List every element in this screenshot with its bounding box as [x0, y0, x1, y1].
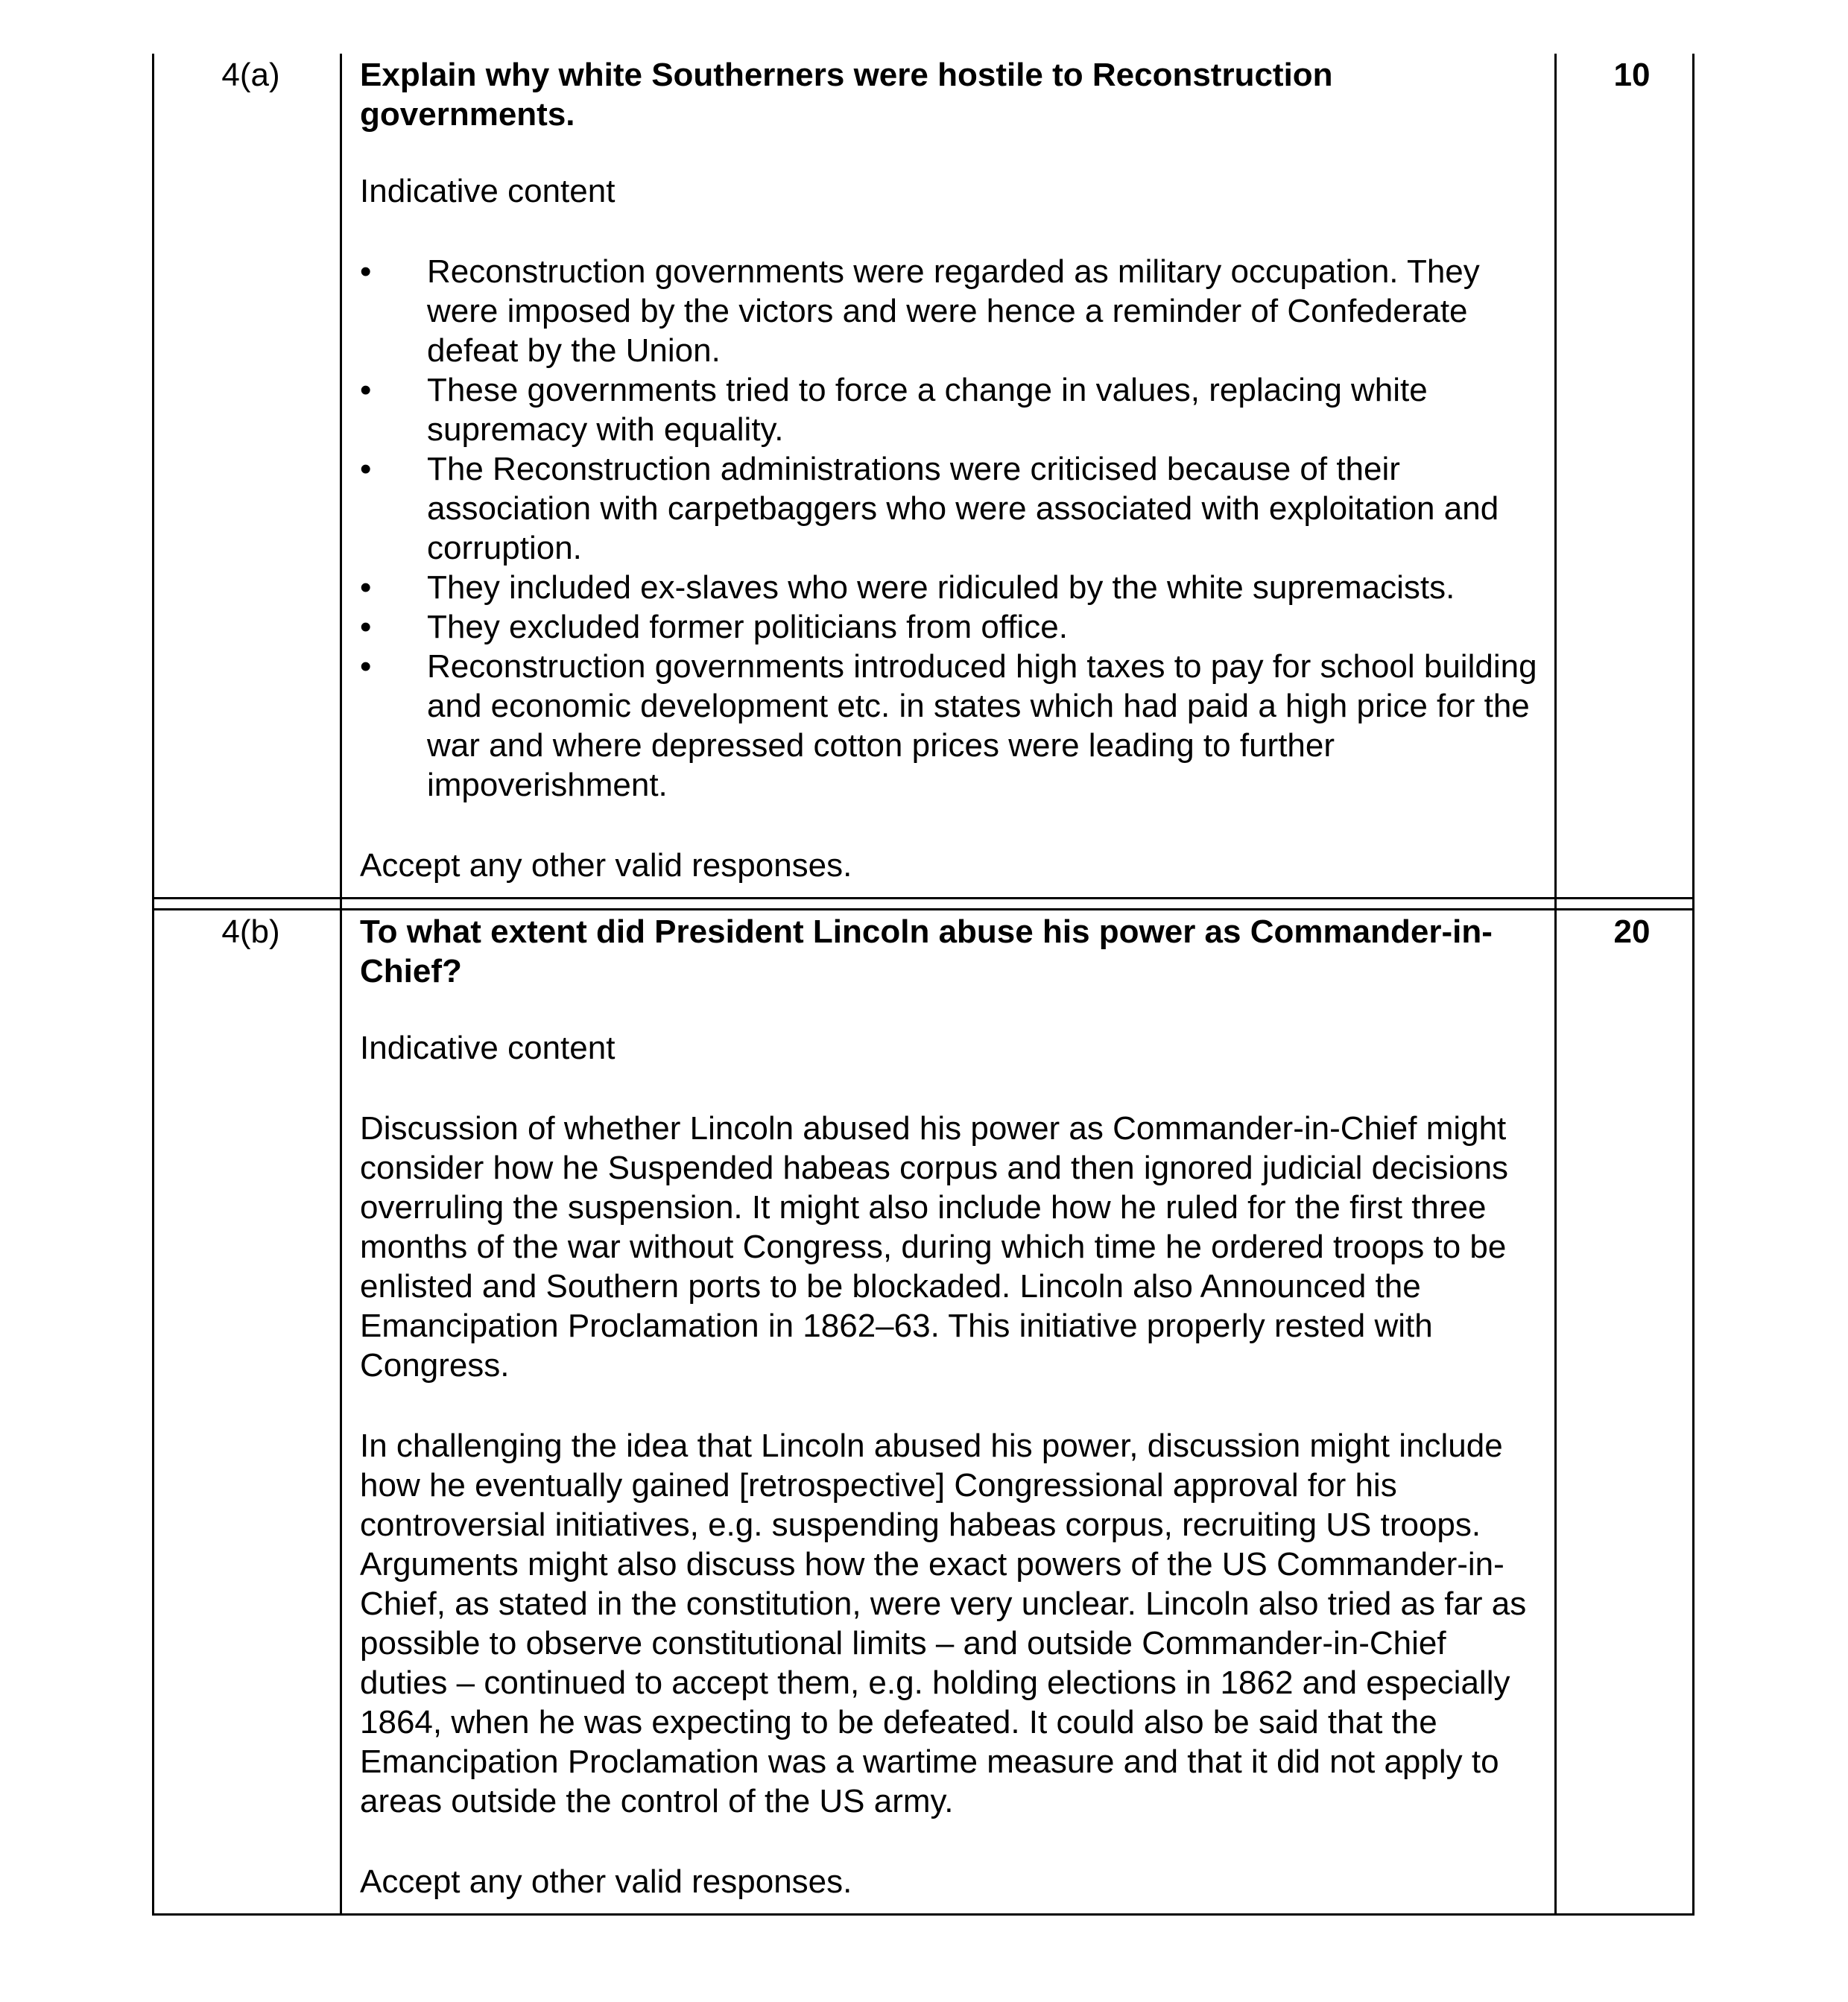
question-number: 4(a) — [221, 57, 280, 93]
content-paragraph: In challenging the idea that Lincoln abused his power, discussion might include how he eventually gained [retrospective] Congressional approval for his controversial initiatives, e.g. suspending habeas corpus, recruiting US troops. Arguments might also discuss how the exact powers of the US Commander-in-Chief, as stated in the constitution, were very unclear. Lincoln also tried as far as possible to observe constitutional limits – and outside Commander-in-Chief duties – continued to accept them, e.g. holding elections in 1862 and especially 1864, when he was expecting to be defeated. It could also be said that the Emancipation Proclamation was a wartime measure and that it did not apply to areas outside the control of the US army. — [360, 1428, 1527, 1819]
marks-cell — [1556, 910, 1694, 1915]
list-item: • Reconstruction governments introduced high taxes to pay for school building and economic development etc. in states which had paid a high price for the war and where depressed cotton prices were leading to further impoverishment. — [360, 647, 1540, 805]
indicative-content-list — [360, 252, 1540, 805]
separator-cell — [154, 899, 341, 910]
marks-value: 20 — [1613, 913, 1651, 950]
indicative-content-heading: Indicative content — [360, 1030, 616, 1066]
question-number-cell — [154, 910, 341, 1915]
list-item: • Reconstruction governments were regarded as military occupation. They were imposed by the victors and were hence a reminder of Confederate defeat by the Union. — [360, 252, 1540, 370]
question-text: Explain why white Southerners were hostile to Reconstruction governments. — [360, 57, 1333, 133]
question-text: To what extent did President Lincoln abuse his power as Commander-in-Chief? — [360, 913, 1493, 989]
question-content-cell — [341, 54, 1556, 899]
list-item: • They excluded former politicians from office. — [360, 607, 1540, 647]
question-row-4a — [154, 54, 1694, 899]
question-number-cell — [154, 54, 341, 899]
accept-other-responses: Accept any other valid responses. — [360, 1863, 852, 1900]
row-separator — [154, 899, 1694, 910]
list-item: • They included ex-slaves who were ridiculed by the white supremacists. — [360, 568, 1540, 607]
list-item: • The Reconstruction administrations were criticised because of their association with carpetbaggers who were associated with exploitation and corruption. — [360, 449, 1540, 568]
question-row-4b — [154, 910, 1694, 1915]
mark-scheme-table — [152, 54, 1694, 1916]
marks-value: 10 — [1613, 57, 1651, 93]
question-number: 4(b) — [221, 913, 280, 950]
mark-scheme-page — [152, 54, 1692, 1916]
marks-cell — [1556, 54, 1694, 899]
accept-other-responses: Accept any other valid responses. — [360, 847, 852, 884]
indicative-content-heading: Indicative content — [360, 173, 616, 209]
content-paragraph: Discussion of whether Lincoln abused his power as Commander-in-Chief might consider how he Suspended habeas corpus and then ignored judicial decisions overruling the suspension. It might also include how he ruled for the first three months of the war without Congress, during which time he ordered troops to be enlisted and Southern ports to be blockaded. Lincoln also Announced the Emancipation Proclamation in 1862–63. This initiative properly rested with Congress. — [360, 1110, 1509, 1384]
separator-cell — [341, 899, 1556, 910]
question-content-cell — [341, 910, 1556, 1915]
separator-cell — [1556, 899, 1694, 910]
list-item: • These governments tried to force a change in values, replacing white supremacy with equality. — [360, 370, 1540, 449]
